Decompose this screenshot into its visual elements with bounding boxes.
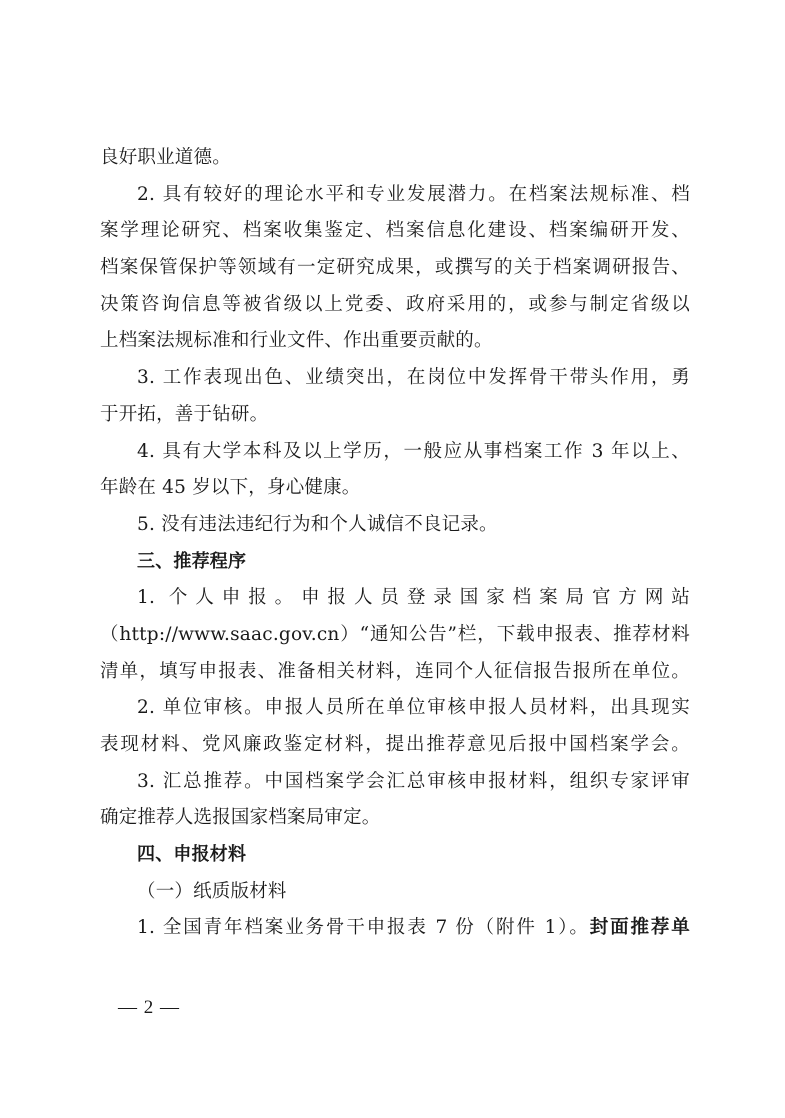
text-line: 档案保管保护等领域有一定研究成果，或撰写的关于档案调研报告、	[100, 257, 690, 279]
text-line: 年龄在 45 岁以下，身心健康。	[100, 477, 361, 499]
text-line: 决策咨询信息等被省级以上党委、政府采用的，或参与制定省级以	[100, 293, 690, 315]
text-line	[100, 910, 690, 947]
text-line: 表现材料、党风廉政鉴定材料，提出推荐意见后报中国档案学会。	[100, 734, 690, 755]
text-line: 5. 没有违法违纪行为和个人诚信不良记录。	[137, 513, 498, 535]
text-line: 清单，填写申报表、准备相关材料，连同个人征信报告报所在单位。	[100, 660, 690, 682]
body-text	[100, 140, 690, 947]
text-line: 1. 个人申报。申报人员登录国家档案局官方网站	[137, 587, 690, 609]
page-number: — 2 —	[118, 997, 180, 1018]
text-line: （http://www.saac.gov.cn）“通知公告”栏，下载申报表、推荐材料	[100, 623, 690, 645]
text-span: 1. 全国青年档案业务骨干申报表 7 份（附件 1）。	[137, 917, 590, 939]
text-line: 2. 具有较好的理论水平和专业发展潜力。在档案法规标准、档	[137, 183, 690, 205]
text-line: 4. 具有大学本科及以上学历，一般应从事档案工作 3 年以上、	[137, 440, 690, 462]
text-line: 确定推荐人选报国家档案局审定。	[100, 807, 381, 829]
section-heading: 四、申报材料	[137, 844, 247, 866]
text-line: 案学理论研究、档案收集鉴定、档案信息化建设、档案编研开发、	[100, 220, 690, 242]
text-line: 于开拓，善于钻研。	[100, 403, 269, 425]
subsection-heading: （一）纸质版材料	[137, 880, 287, 902]
text-line: 良好职业道德。	[100, 147, 231, 168]
text-line: 上档案法规标准和行业文件、作出重要贡献的。	[100, 330, 493, 352]
text-line: 3. 工作表现出色、业绩突出，在岗位中发挥骨干带头作用，勇	[137, 367, 690, 389]
bold-text-span: 封面推荐单	[589, 917, 690, 939]
section-heading: 三、推荐程序	[137, 550, 247, 572]
text-line: 3. 汇总推荐。中国档案学会汇总审核申报材料，组织专家评审	[137, 770, 690, 792]
text-line: 2. 单位审核。申报人员所在单位审核申报人员材料，出具现实	[137, 697, 690, 719]
